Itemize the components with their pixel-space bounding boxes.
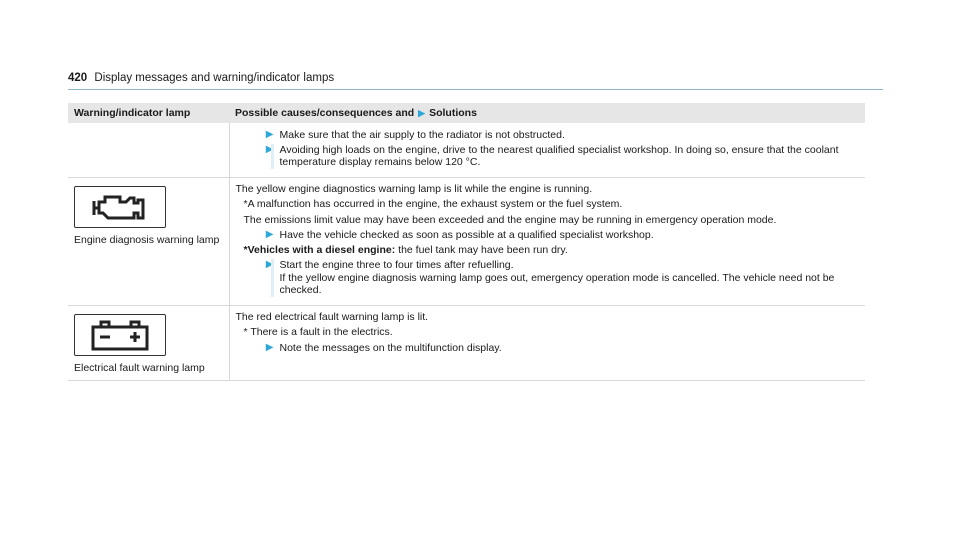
- page-number: 420: [68, 72, 88, 84]
- causes-cell: [229, 123, 865, 177]
- solution-step: ▶ Avoiding high loads on the engine, drive to the nearest qualified specialist workshop. In doing so, ensure that the coolant temperature display remains below 120 °C.: [236, 144, 860, 169]
- table-row: [68, 305, 865, 381]
- cause-text: *Vehicles with a diesel engine: the fuel tank may have been run dry.: [243, 243, 568, 256]
- solution-arrow-icon: ▶: [265, 341, 274, 353]
- header-divider: [68, 89, 883, 90]
- solution-arrow-icon: ▶: [265, 229, 274, 240]
- col-header-lamp: Warning/indicator lamp: [68, 103, 229, 123]
- table-row: [68, 123, 865, 177]
- causes-cell: [229, 177, 865, 305]
- consequence-text: The emissions limit value may have been exceeded and the engine may be running in emergency operation mode.: [243, 213, 777, 226]
- cause-text: *A malfunction has occurred in the engine, the exhaust system or the fuel system.: [243, 198, 623, 210]
- solution-step: ▶ Note the messages on the multifunction display.: [236, 342, 860, 355]
- page-section-title: Display messages and warning/indicator lamps: [94, 72, 335, 84]
- lamp-description: The yellow engine diagnostics warning lamp is lit while the engine is running.: [235, 182, 593, 195]
- lamp-cell: [68, 305, 229, 381]
- solution-arrow-icon: ▶: [265, 129, 274, 140]
- solution-arrow-icon: ▶: [265, 143, 274, 155]
- solution-step: ▶ Have the vehicle checked as soon as possible at a qualified specialist workshop.: [236, 229, 860, 242]
- battery-warning-lamp-icon: [74, 314, 166, 356]
- table-row: [68, 177, 865, 305]
- col-header-causes: Possible causes/consequences and ▶ Solutions: [229, 103, 865, 123]
- cause-text: * There is a fault in the electrics.: [243, 326, 393, 338]
- table-header-row: [68, 103, 865, 123]
- warning-lamp-table: [68, 103, 865, 381]
- lamp-cell-empty: [68, 123, 229, 177]
- engine-diagnosis-lamp-icon: [74, 186, 166, 228]
- lamp-label: Electrical fault warning lamp: [74, 361, 205, 374]
- lamp-label: Engine diagnosis warning lamp: [74, 233, 220, 246]
- lamp-description: The red electrical fault warning lamp is lit.: [235, 310, 429, 323]
- causes-cell: [229, 305, 865, 381]
- solution-arrow-icon: ▶: [265, 259, 274, 270]
- solution-step: ▶ Make sure that the air supply to the radiator is not obstructed.: [236, 129, 860, 142]
- lamp-cell: [68, 177, 229, 305]
- solution-step: ▶ Start the engine three to four times after refuelling. If the yellow engine diagnosis warning lamp goes out, emergency operation mode is cancelled. The vehicle need not be checked.: [236, 259, 860, 297]
- solution-arrow-icon: ▶: [418, 107, 426, 118]
- page-header: [68, 72, 334, 84]
